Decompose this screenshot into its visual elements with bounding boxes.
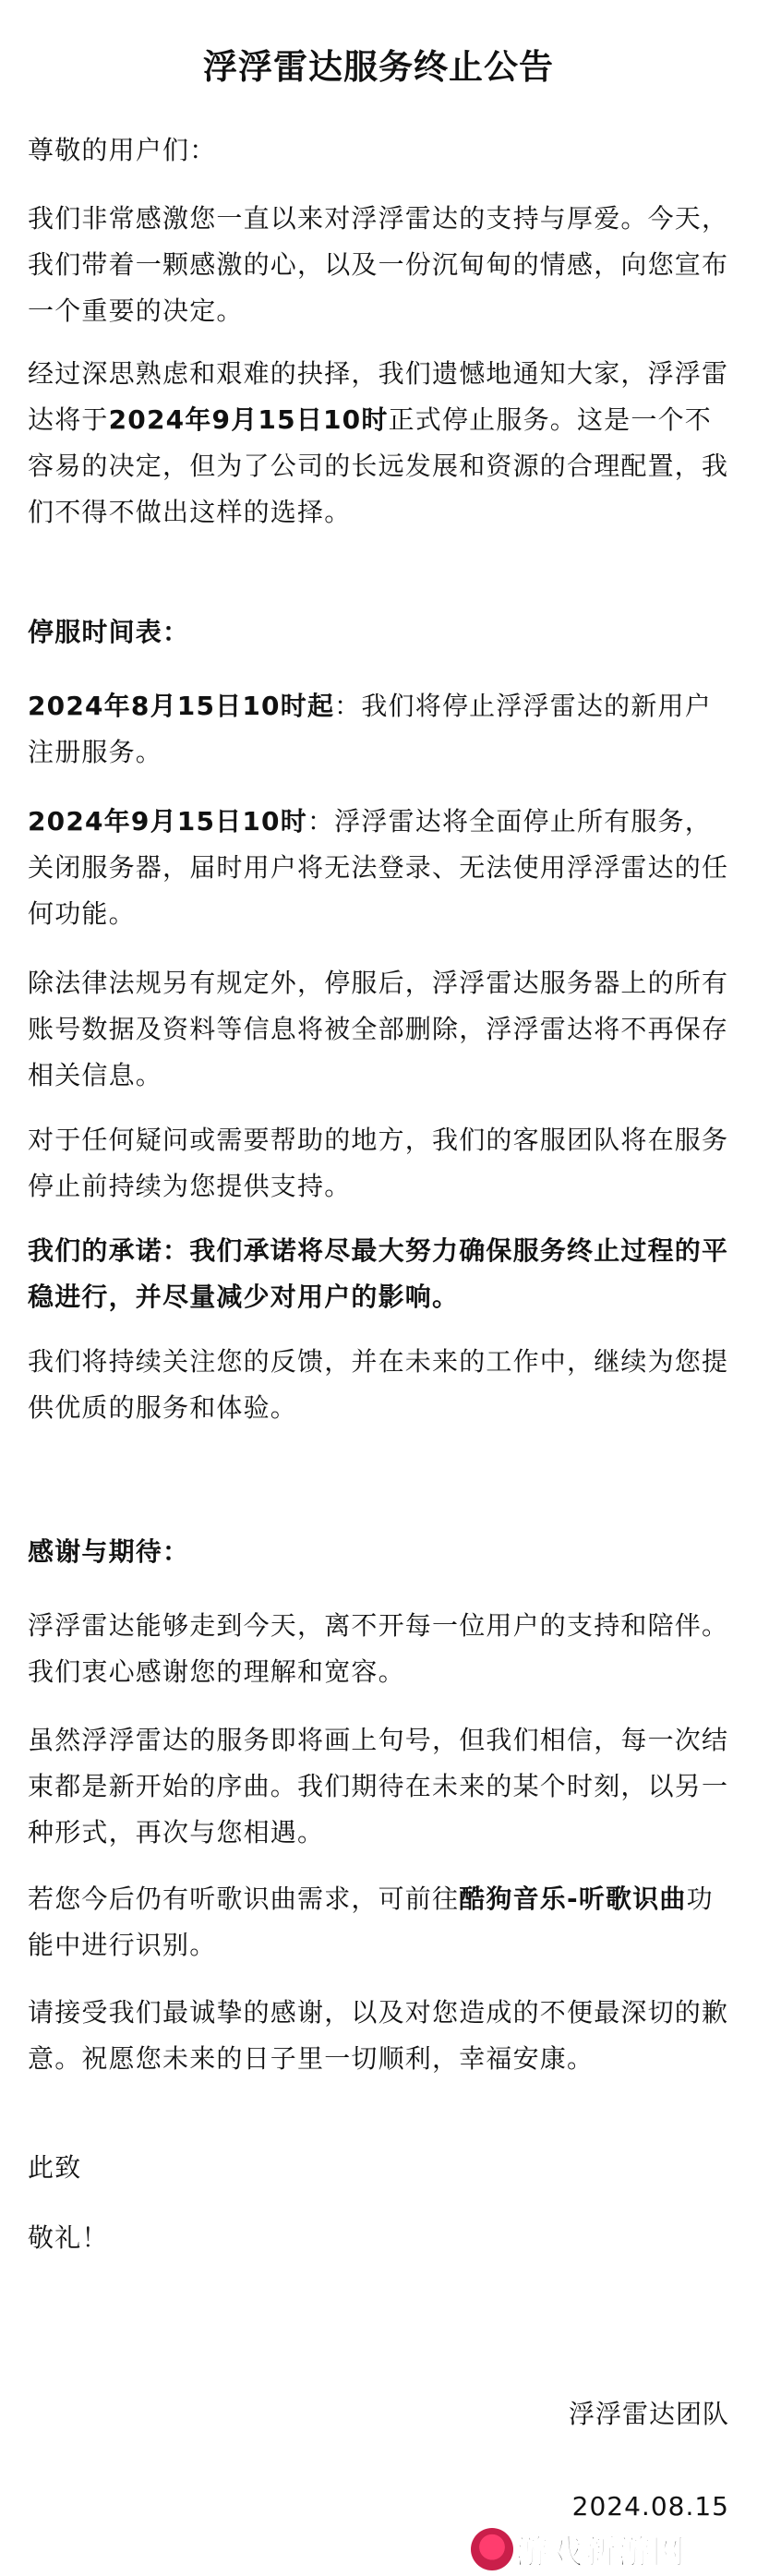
alternative-text-after: 功能中进行识别。	[28, 1884, 714, 1960]
schedule-date-1: 2024年8月15日10时起	[28, 691, 335, 721]
schedule-item-shutdown	[28, 799, 729, 937]
signature: 浮浮雷达团队	[568, 2399, 729, 2429]
stop-date: 2024年9月15日10时	[108, 404, 389, 435]
watermark-text: 游戏新游网	[515, 2534, 687, 2571]
paragraph-promise: 我们的承诺：我们承诺将尽最大努力确保服务终止过程的平稳进行，并尽量减少对用户的影响。	[28, 1235, 729, 1312]
alternative-text-before: 若您今后仍有听歌识曲需求，可前往	[28, 1884, 460, 1914]
paragraph-intro: 我们非常感激您一直以来对浮浮雷达的支持与厚爱。今天，我们带着一颗感激的心，以及一份沉甸甸的情感，向您宣布一个重要的决定。	[28, 203, 729, 326]
paragraph-announcement	[28, 351, 729, 536]
schedule-date-2: 2024年9月15日10时	[28, 806, 307, 837]
paragraph-alternative	[28, 1876, 729, 1968]
paragraph-future: 虽然浮浮雷达的服务即将画上句号，但我们相信，每一次结束都是新开始的序曲。我们期待在未来的某个时刻，以另一种形式，再次与您相遇。	[28, 1725, 729, 1848]
page-title: 浮浮雷达服务终止公告	[203, 47, 554, 87]
paragraph-data-deletion: 除法律法规另有规定外，停服后，浮浮雷达服务器上的所有账号数据及资料等信息将被全部删除，浮浮雷达将不再保存相关信息。	[28, 968, 729, 1090]
paragraph-thanks: 浮浮雷达能够走到今天，离不开每一位用户的支持和陪伴。我们衷心感谢您的理解和宽容。	[28, 1610, 729, 1687]
closing-line-2: 敬礼！	[28, 2222, 109, 2253]
greeting: 尊敬的用户们：	[28, 135, 217, 165]
schedule-item-registration	[28, 683, 729, 776]
paragraph-support: 对于任何疑问或需要帮助的地方，我们的客服团队将在服务停止前持续为您提供支持。	[28, 1125, 729, 1201]
schedule-text-1: ：我们将停止浮浮雷达的新用户注册服务。	[28, 691, 712, 767]
schedule-heading: 停服时间表：	[28, 617, 190, 647]
schedule-text-2: ：浮浮雷达将全面停止所有服务，关闭服务器，届时用户将无法登录、无法使用浮浮雷达的任何功能。	[28, 806, 729, 929]
notice-date: 2024.08.15	[571, 2491, 729, 2522]
paragraph-feedback: 我们将持续关注您的反馈，并在未来的工作中，继续为您提供优质的服务和体验。	[28, 1346, 729, 1423]
announcement-text-after: 正式停止服务。这是一个不容易的决定，但为了公司的长远发展和资源的合理配置，我们不得不做出这样的选择。	[28, 404, 729, 527]
heart-logo-icon	[471, 2528, 513, 2570]
paragraph-apology: 请接受我们最诚挚的感谢，以及对您造成的不便最深切的歉意。祝愿您未来的日子里一切顺利，幸福安康。	[28, 1997, 729, 2074]
closing-line-1: 此致	[28, 2152, 82, 2183]
kugou-feature-name: 酷狗音乐-听歌识曲	[459, 1884, 687, 1914]
announcement-text-before: 经过深思熟虑和艰难的抉择，我们遗憾地通知大家，浮浮雷达将于	[28, 358, 729, 435]
site-watermark	[471, 2521, 748, 2576]
thanks-heading: 感谢与期待：	[28, 1536, 190, 1567]
